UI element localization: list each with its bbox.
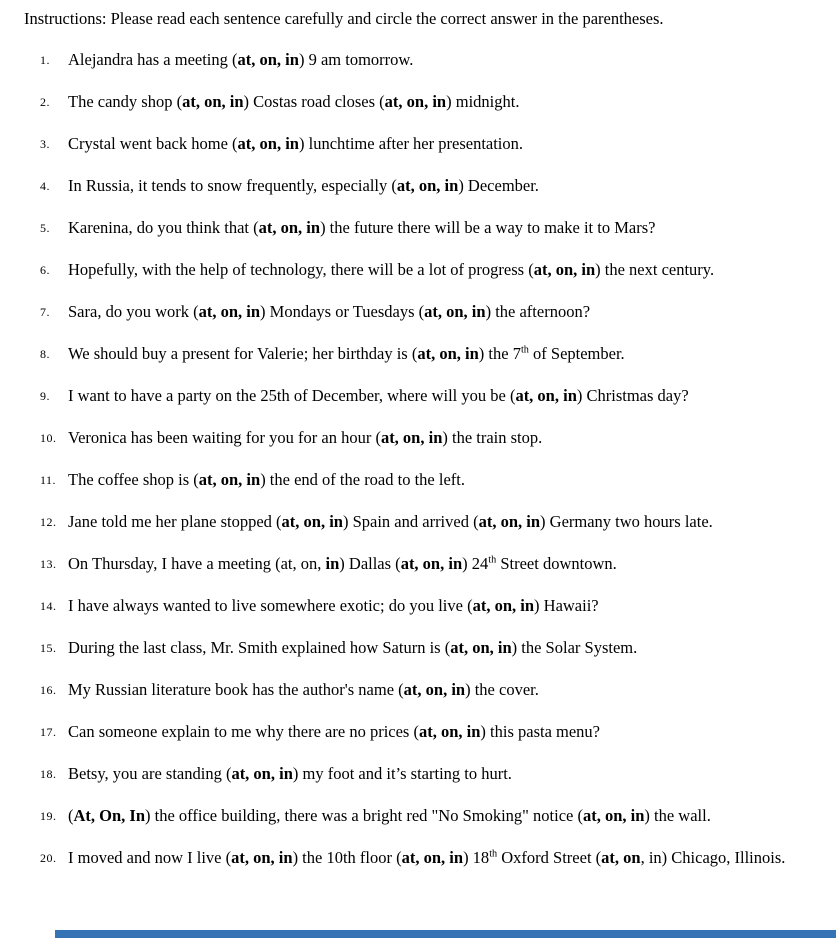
sentence-text <box>68 134 523 153</box>
preposition-options[interactable]: at, on, in <box>281 512 343 531</box>
sentence-text <box>68 470 465 489</box>
preposition-options[interactable]: at, on, in <box>400 554 463 573</box>
item-number: 16. <box>40 683 57 697</box>
preposition-options[interactable]: at, on, in <box>198 470 261 489</box>
preposition-options[interactable]: at, on, in <box>237 134 299 153</box>
preposition-options[interactable]: at, on, in <box>472 596 535 615</box>
text-segment: On Thursday, I have a meeting (at, on, <box>68 554 326 573</box>
preposition-options[interactable]: at, on, in <box>515 386 577 405</box>
preposition-options[interactable]: at, on, in <box>403 680 466 699</box>
preposition-options[interactable]: at, on, in <box>198 302 261 321</box>
text-segment: ) the future there will be a way to make it to Mars? <box>320 218 656 237</box>
text-segment: I have always wanted to live somewhere exotic; do you live ( <box>68 596 473 615</box>
sentence-text <box>68 302 590 321</box>
text-segment: ) the Solar System. <box>511 638 638 657</box>
text-segment: ) Christmas day? <box>576 386 689 405</box>
item-number: 11. <box>40 473 57 487</box>
preposition-options[interactable]: at, on, in <box>182 92 244 111</box>
item-number: 17. <box>40 725 57 739</box>
sentence-item <box>24 375 830 417</box>
preposition-options[interactable]: at, on, in <box>582 806 645 825</box>
sentence-text <box>68 554 617 573</box>
item-number: 19. <box>40 809 57 823</box>
sentence-text <box>68 638 637 657</box>
preposition-options[interactable]: at, on, in <box>237 50 299 69</box>
text-segment: of September. <box>528 344 625 363</box>
text-segment: In Russia, it tends to snow frequently, especially ( <box>68 176 397 195</box>
text-segment: The coffee shop is ( <box>68 470 199 489</box>
bottom-window-edge-bar <box>55 930 836 938</box>
text-segment: Oxford Street ( <box>497 848 602 867</box>
text-segment: Sara, do you work ( <box>68 302 199 321</box>
instructions-text: Instructions: Please read each sentence carefully and circle the correct answer in the parentheses. <box>24 9 664 28</box>
sentence-text <box>68 596 599 615</box>
sentence-text <box>68 722 600 741</box>
text-segment: My Russian literature book has the author's name ( <box>68 680 404 699</box>
item-number: 8. <box>40 347 50 361</box>
sentence-text <box>68 848 785 867</box>
text-segment: ) the 10th floor ( <box>292 848 402 867</box>
preposition-options[interactable]: at, on, in <box>384 92 447 111</box>
preposition-options[interactable]: at, on, in <box>231 848 293 867</box>
text-segment: ) the cover. <box>465 680 539 699</box>
sentence-text <box>68 512 713 531</box>
text-segment: ) Mondays or Tuesdays ( <box>260 302 425 321</box>
text-segment: I moved and now I live ( <box>68 848 232 867</box>
text-segment: ) lunchtime after her presentation. <box>298 134 524 153</box>
text-segment: ) Germany two hours late. <box>540 512 713 531</box>
text-segment: Can someone explain to me why there are no prices ( <box>68 722 419 741</box>
text-segment: ) the end of the road to the left. <box>260 470 465 489</box>
sentence-item <box>24 249 830 291</box>
sentence-text <box>68 50 413 69</box>
sentence-item <box>24 207 830 249</box>
item-number: 1. <box>40 53 50 67</box>
text-segment: During the last class, Mr. Smith explained how Saturn is ( <box>68 638 451 657</box>
sentence-item <box>24 39 830 81</box>
sentence-text <box>68 218 655 237</box>
sentence-item <box>24 837 830 879</box>
sentence-text <box>68 386 689 405</box>
sentence-item <box>24 417 830 459</box>
ordinal-suffix: th <box>488 554 497 566</box>
sentence-item <box>24 291 830 333</box>
text-segment: Alejandra has a meeting ( <box>68 50 238 69</box>
text-segment: ) the train stop. <box>442 428 543 447</box>
sentence-item <box>24 501 830 543</box>
text-segment: ) 18 <box>463 848 490 867</box>
sentence-item <box>24 81 830 123</box>
sentence-item <box>24 165 830 207</box>
text-segment: ) the wall. <box>644 806 711 825</box>
text-segment: , in) Chicago, Illinois. <box>640 848 786 867</box>
preposition-options[interactable]: at, on, in <box>424 302 486 321</box>
sentence-text <box>68 806 711 825</box>
sentence-item <box>24 669 830 711</box>
text-segment: ) my foot and it’s starting to hurt. <box>292 764 512 783</box>
item-number: 5. <box>40 221 50 235</box>
sentence-item <box>24 627 830 669</box>
preposition-options[interactable]: at, on, in <box>450 638 512 657</box>
item-number: 12. <box>40 515 57 529</box>
text-segment: ) the 7 <box>478 344 521 363</box>
item-number: 15. <box>40 641 57 655</box>
sentence-item <box>24 711 830 753</box>
sentence-text <box>68 428 542 447</box>
text-segment: Crystal went back home ( <box>68 134 238 153</box>
text-segment: ) Dallas ( <box>339 554 401 573</box>
text-segment: Jane told me her plane stopped ( <box>68 512 282 531</box>
text-segment: ) Hawaii? <box>534 596 599 615</box>
preposition-options[interactable]: in <box>325 554 340 573</box>
text-segment: ) the office building, there was a bright red "No Smoking" notice ( <box>145 806 583 825</box>
text-segment: Street downtown. <box>496 554 617 573</box>
sentence-text <box>68 260 714 279</box>
text-segment: ) midnight. <box>446 92 520 111</box>
item-number: 6. <box>40 263 50 277</box>
preposition-options[interactable]: at, on, in <box>478 512 541 531</box>
item-number: 18. <box>40 767 57 781</box>
ordinal-suffix: th <box>520 344 529 356</box>
preposition-options[interactable]: at, on <box>601 848 641 867</box>
preposition-options[interactable]: at, on, in <box>418 722 481 741</box>
sentence-text <box>68 176 539 195</box>
text-segment: We should buy a present for Valerie; her birthday is ( <box>68 344 418 363</box>
sentence-item <box>24 753 830 795</box>
preposition-options[interactable]: at, on, in <box>396 176 459 195</box>
preposition-options[interactable]: at, on, in <box>417 344 479 363</box>
sentence-item <box>24 585 830 627</box>
text-segment: ) the next century. <box>595 260 715 279</box>
text-segment: Hopefully, with the help of technology, there will be a lot of progress ( <box>68 260 534 279</box>
sentence-text <box>68 344 625 363</box>
preposition-options[interactable]: at, on, in <box>258 218 321 237</box>
text-segment: ) Costas road closes ( <box>243 92 385 111</box>
text-segment: Karenina, do you think that ( <box>68 218 259 237</box>
text-segment: ) December. <box>458 176 539 195</box>
item-number: 13. <box>40 557 57 571</box>
text-segment: Betsy, you are standing ( <box>68 764 232 783</box>
preposition-options[interactable]: at, on, in <box>231 764 293 783</box>
ordinal-suffix: th <box>489 848 498 860</box>
item-number: 2. <box>40 95 50 109</box>
item-number: 4. <box>40 179 50 193</box>
text-segment: The candy shop ( <box>68 92 183 111</box>
sentence-item <box>24 333 830 375</box>
sentence-item <box>24 123 830 165</box>
text-segment: ) the afternoon? <box>485 302 591 321</box>
text-segment: ) 9 am tomorrow. <box>298 50 414 69</box>
sentence-item <box>24 543 830 585</box>
text-segment: ) 24 <box>462 554 489 573</box>
sentence-text <box>68 764 512 783</box>
item-number: 9. <box>40 389 50 403</box>
text-segment: I want to have a party on the 25th of December, where will you be ( <box>68 386 516 405</box>
text-segment: ) this pasta menu? <box>480 722 600 741</box>
preposition-options[interactable]: At, On, In <box>73 806 146 825</box>
text-segment: ( <box>68 806 74 825</box>
sentence-item <box>24 795 830 837</box>
preposition-options[interactable]: at, on, in <box>380 428 443 447</box>
text-segment: Veronica has been waiting for you for an hour ( <box>68 428 381 447</box>
preposition-options[interactable]: at, on, in <box>533 260 596 279</box>
sentence-list <box>24 39 830 879</box>
sentence-text <box>68 92 519 111</box>
text-segment: ) Spain and arrived ( <box>342 512 479 531</box>
sentence-item <box>24 459 830 501</box>
preposition-options[interactable]: at, on, in <box>401 848 464 867</box>
item-number: 7. <box>40 305 50 319</box>
item-number: 20. <box>40 851 57 865</box>
item-number: 3. <box>40 137 50 151</box>
sentence-text <box>68 680 539 699</box>
item-number: 14. <box>40 599 57 613</box>
item-number: 10. <box>40 431 57 445</box>
